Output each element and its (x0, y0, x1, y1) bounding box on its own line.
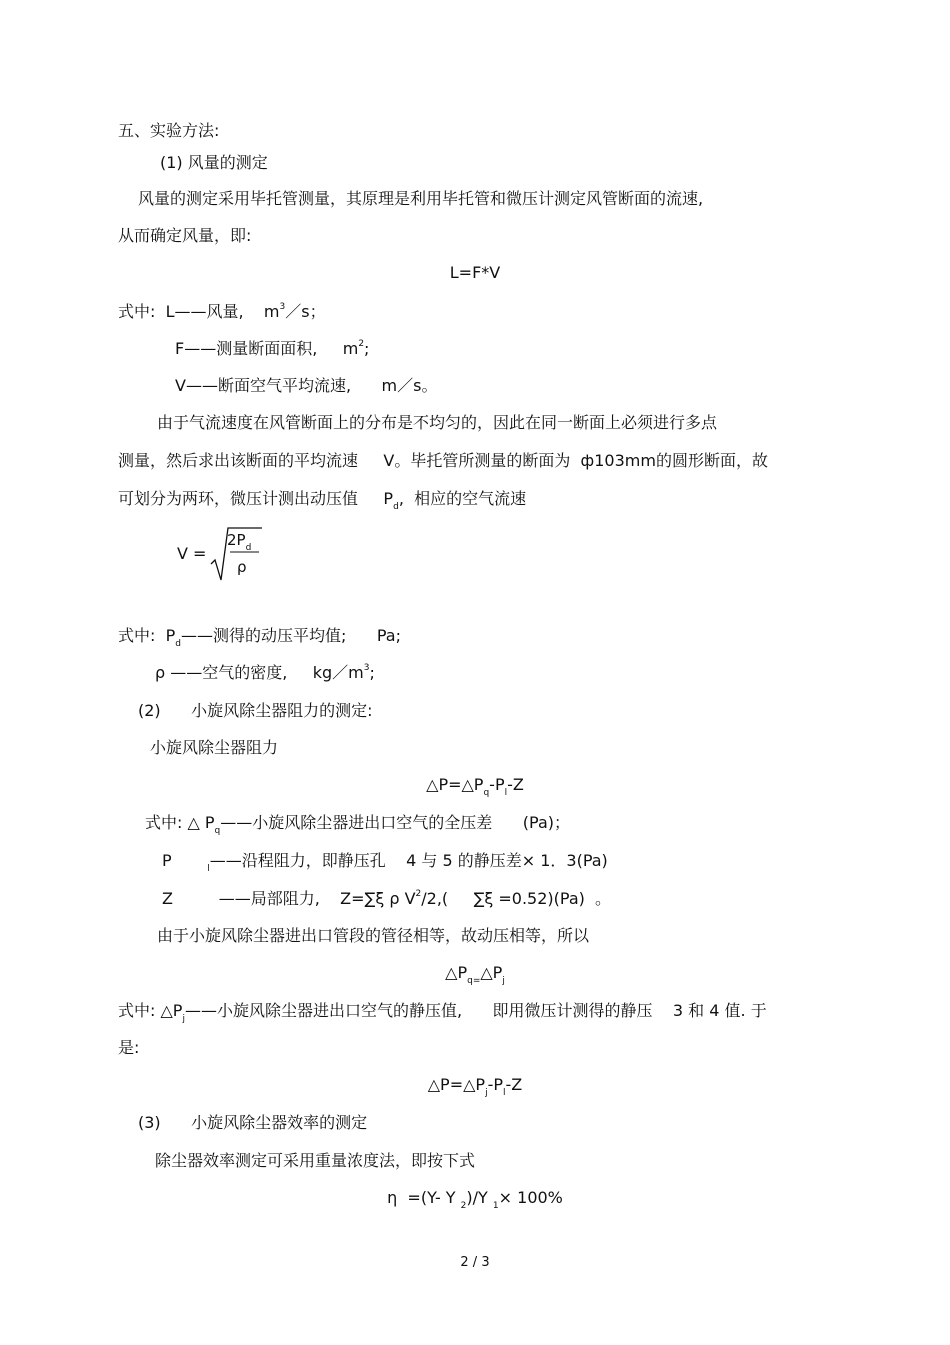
equation-airflow: L=F*V (449, 263, 501, 282)
subsection-1-title: (1) 风量的测定 (160, 153, 268, 172)
definition-V: V——断面空气平均流速, m／s。 (175, 376, 438, 395)
section-heading: 五、实验方法: (118, 121, 220, 140)
paragraph-1-line-1: 风量的测定采用毕托管测量，其原理是利用毕托管和微压计测定风管断面的流速, (138, 189, 704, 208)
equation-dynamic-equal: $\triangle P_{q=}\triangle P_j$ (445, 963, 505, 987)
definition-Z: Z ——局部阻力, Z=∑ξ ρ $V^2/2$,( ∑ξ =0.52)(Pa) 。 (162, 888, 612, 908)
equation-efficiency: η =(Y- Y $_2$)/Y $_1$× 100% (387, 1188, 563, 1212)
definition-Pl: P $_l$——沿程阻力，即静压孔 4 与 5 的静压差× 1．3(Pa) (162, 851, 608, 875)
equation-pressure-loss-static: $\triangle P=\triangle P_j-P_l-Z$ (427, 1075, 523, 1099)
page-number: 2 / 3 (460, 1255, 490, 1270)
formula-denominator: ρ (237, 558, 247, 576)
paragraph-1-line-2: 从而确定风量，即: (118, 226, 252, 245)
equation-pressure-loss: $\triangle P=\triangle P_q-P_l-Z$ (426, 775, 524, 799)
formula-lhs: V = (177, 544, 207, 563)
formula-numerator: $2P_d$ (227, 531, 252, 553)
definition-Pd: 式中: $P_d——$测得的动压平均值; Pa; (118, 626, 401, 650)
paragraph-2-line-2: 测量，然后求出该断面的平均流速 V。毕托管所测量的断面为 ф103mm的圆形断面，故 (118, 451, 768, 470)
paragraph-4: 由于小旋风除尘器进出口管段的管径相等，故动压相等，所以 (157, 926, 590, 945)
definition-delta-Pj-line-2: 是: (118, 1038, 140, 1057)
definition-F: F——测量断面面积, $m^2$; (175, 338, 370, 358)
paragraph-2-line-3: 可划分为两环，微压计测出动压值 $P_d$, 相应的空气流速 (118, 489, 527, 513)
definition-rho: ρ ——空气的密度, $kg/m^3$; (155, 662, 375, 682)
definition-delta-Pj: 式中: $\triangle P_j——$小旋风除尘器进出口空气的静压值, 即用微压计测得的静压 3 和 4 值. 于 (118, 1001, 767, 1025)
definition-L: 式中: L——风量, $m^3/s$； (118, 301, 326, 321)
definition-delta-Pq: 式中: △ $P_q——$小旋风除尘器进出口空气的全压差 (Pa)； (145, 813, 570, 837)
paragraph-2-line-1: 由于气流速度在风管断面上的分布是不均匀的，因此在同一断面上必须进行多点 (157, 413, 718, 432)
subsection-2-title: (2) 小旋风除尘器阻力的测定: (138, 701, 373, 720)
subsection-3-title: (3) 小旋风除尘器效率的测定 (138, 1113, 368, 1132)
velocity-formula (175, 526, 275, 586)
paragraph-5: 除尘器效率测定可采用重量浓度法，即按下式 (155, 1151, 476, 1170)
paragraph-3: 小旋风除尘器阻力 (150, 738, 279, 757)
